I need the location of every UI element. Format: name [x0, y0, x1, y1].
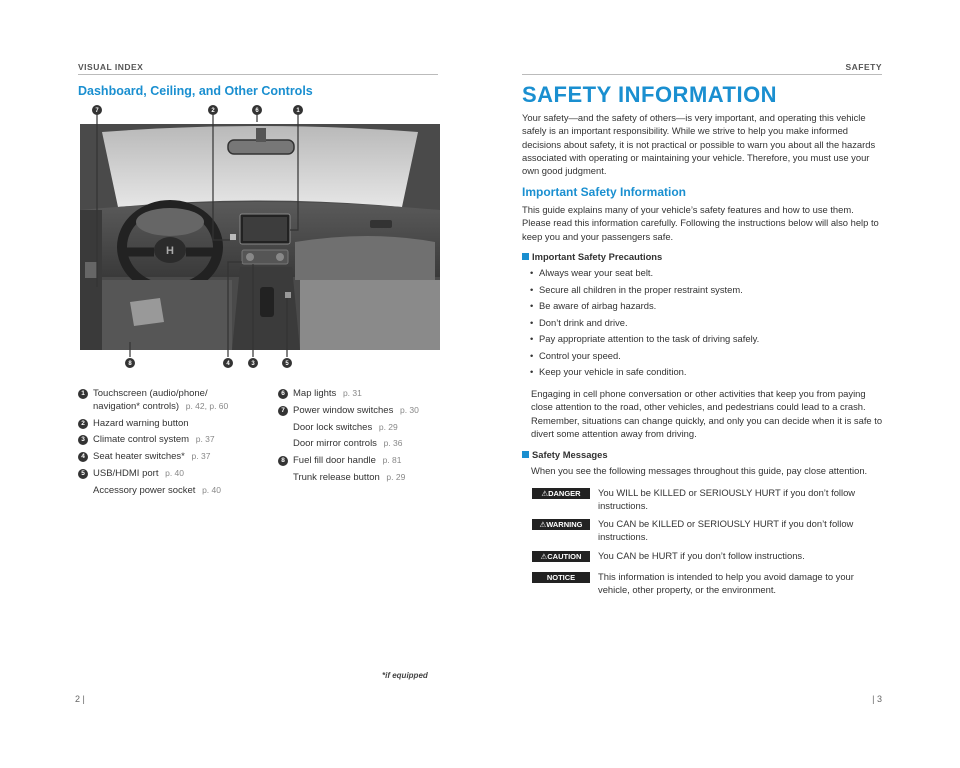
precautions-list	[530, 267, 759, 383]
message-text: You WILL be KILLED or SERIOUSLY HURT if you don’t follow instructions.	[598, 487, 856, 512]
list-item: • Pay appropriate attention to the task of driving safely.	[530, 333, 759, 350]
touchscreen-display	[243, 217, 287, 241]
legend-subitem-accessory-socket: Accessory power socket p. 40	[93, 484, 221, 496]
page-reference: p. 37	[191, 451, 211, 462]
list-item: • Always wear your seat belt.	[530, 267, 759, 284]
usb-port	[285, 292, 291, 298]
svg-text:7: 7	[95, 108, 99, 115]
dashboard-illustration	[80, 102, 440, 372]
svg-text:6: 6	[255, 108, 259, 115]
passenger-footwell	[300, 280, 440, 350]
running-head-left: VISUAL INDEX	[78, 62, 144, 72]
passenger-dash	[295, 236, 435, 280]
list-item: • Control your speed.	[530, 350, 759, 367]
map-light-housing	[256, 128, 266, 142]
callouts-bottom	[125, 358, 292, 368]
legend-column-2	[278, 388, 448, 489]
list-item: • Secure all children in the proper restraint system.	[530, 284, 759, 301]
list-item: • Keep your vehicle in safe condition.	[530, 366, 759, 383]
climate-knob-right	[276, 253, 284, 261]
svg-text:1: 1	[296, 108, 300, 115]
warning-badge: ⚠WARNING	[532, 519, 590, 530]
passenger-vent	[370, 220, 392, 228]
notice-badge: NOTICE	[532, 572, 590, 583]
head-rule-left	[78, 74, 438, 75]
legend-item-7: 7 Power window switches p. 30	[278, 405, 448, 418]
right-page	[480, 0, 960, 768]
callouts-top	[92, 105, 303, 115]
legend-item-8: 8 Fuel fill door handle p. 81	[278, 455, 448, 468]
dashboard-svg	[80, 102, 440, 372]
list-item: • Don’t drink and drive.	[530, 317, 759, 334]
climate-knob-left	[246, 253, 254, 261]
guide-paragraph: This guide explains many of your vehicle’s safety features and how to use them. Please read this information carefully. Following the instructions below will also help to keep you and your passengers safe.	[522, 204, 879, 242]
legend-item-3: 3 Climate control system p. 37	[78, 434, 268, 447]
page-reference: p. 42, p. 60	[185, 400, 229, 411]
page-title: SAFETY INFORMATION	[522, 82, 778, 107]
footnote: *if equipped	[382, 671, 428, 680]
running-head-right: SAFETY	[845, 62, 882, 72]
honda-logo: H	[166, 245, 174, 257]
legend-column-1	[78, 388, 268, 502]
caution-badge: ⚠CAUTION	[532, 551, 590, 562]
legend-subitem-trunk-release: Trunk release button p. 29	[293, 472, 406, 484]
page-reference: p. 36	[383, 438, 403, 449]
driver-door	[80, 210, 102, 350]
page-number-right: | 3	[872, 694, 882, 704]
page-reference: p. 40	[165, 468, 185, 479]
page-reference: p. 29	[386, 472, 406, 483]
danger-badge: ⚠DANGER	[532, 488, 590, 499]
legend-number-badge: 6	[278, 389, 288, 399]
svg-text:2: 2	[211, 108, 215, 115]
message-text: You CAN be HURT if you don’t follow instructions.	[598, 550, 805, 561]
page-number-left: 2 |	[75, 694, 85, 704]
gear-shifter	[260, 287, 274, 317]
subtitle-important-safety: Important Safety Information	[522, 185, 687, 199]
pedal	[130, 298, 164, 326]
list-item: • Be aware of airbag hazards.	[530, 300, 759, 317]
page-reference: p. 30	[399, 404, 419, 415]
message-text: You CAN be KILLED or SERIOUSLY HURT if you don’t follow instructions.	[598, 518, 854, 543]
legend-item-1: 1 Touchscreen (audio/phone/ navigation* controls) p. 42, p. 60	[78, 388, 268, 414]
rearview-mirror	[228, 140, 294, 154]
svg-text:4: 4	[226, 361, 230, 368]
messages-intro: When you see the following messages throughout this guide, pay close attention.	[531, 465, 868, 476]
svg-text:8: 8	[128, 361, 132, 368]
page-reference: p. 81	[382, 455, 402, 466]
legend-number-badge: 4	[78, 452, 88, 462]
page-reference: p. 37	[195, 434, 215, 445]
legend-item-6: 6 Map lights p. 31	[278, 388, 448, 401]
svg-text:3: 3	[251, 361, 255, 368]
intro-paragraph: Your safety—and the safety of others—is very important, and operating this vehicle safely is an important responsibility. While we strive to help you make informed decisions about safety, it is not practical or possible to warn you about all the hazards associated with operating or maintaining your vehicle. Therefore, you must use your own good judgment.	[522, 112, 876, 177]
precautions-heading: Important Safety Precautions	[522, 251, 662, 262]
page-reference: p. 31	[342, 388, 362, 398]
legend-number-badge: 8	[278, 456, 288, 466]
legend-number-badge: 2	[78, 419, 88, 429]
legend-number-badge: 3	[78, 435, 88, 445]
legend-number-badge: 7	[278, 406, 288, 416]
phone-paragraph: Engaging in cell phone conversation or other activities that keep you from paying close attention to the road, other vehicles, and pedestrians could lead to a crash. Remember, situations can change quickly, and only you can decide when it is safe to divert some attention away from driving.	[531, 388, 883, 440]
svg-text:5: 5	[285, 361, 289, 368]
legend-subitem-door-mirror: Door mirror controls p. 36	[293, 438, 403, 450]
legend-subitem-door-lock: Door lock switches p. 29	[293, 421, 398, 433]
legend-item-5: 5 USB/HDMI port p. 40	[78, 468, 268, 481]
page-reference: p. 40	[202, 484, 221, 495]
head-rule-right	[522, 74, 882, 75]
legend-item-2: 2 Hazard warning button	[78, 418, 268, 431]
message-text: This information is intended to help you avoid damage to your vehicle, other property, or the environment.	[598, 571, 854, 596]
hazard-button	[230, 234, 236, 240]
legend-item-4: 4 Seat heater switches* p. 37	[78, 451, 268, 464]
legend-number-badge: 1	[78, 389, 88, 399]
page-reference: p. 29	[378, 421, 398, 432]
section-title: Dashboard, Ceiling, and Other Controls	[78, 84, 313, 98]
safety-messages-heading: Safety Messages	[522, 449, 608, 460]
legend-number-badge: 5	[78, 469, 88, 479]
window-switches	[85, 262, 97, 278]
instrument-cluster	[136, 208, 204, 236]
